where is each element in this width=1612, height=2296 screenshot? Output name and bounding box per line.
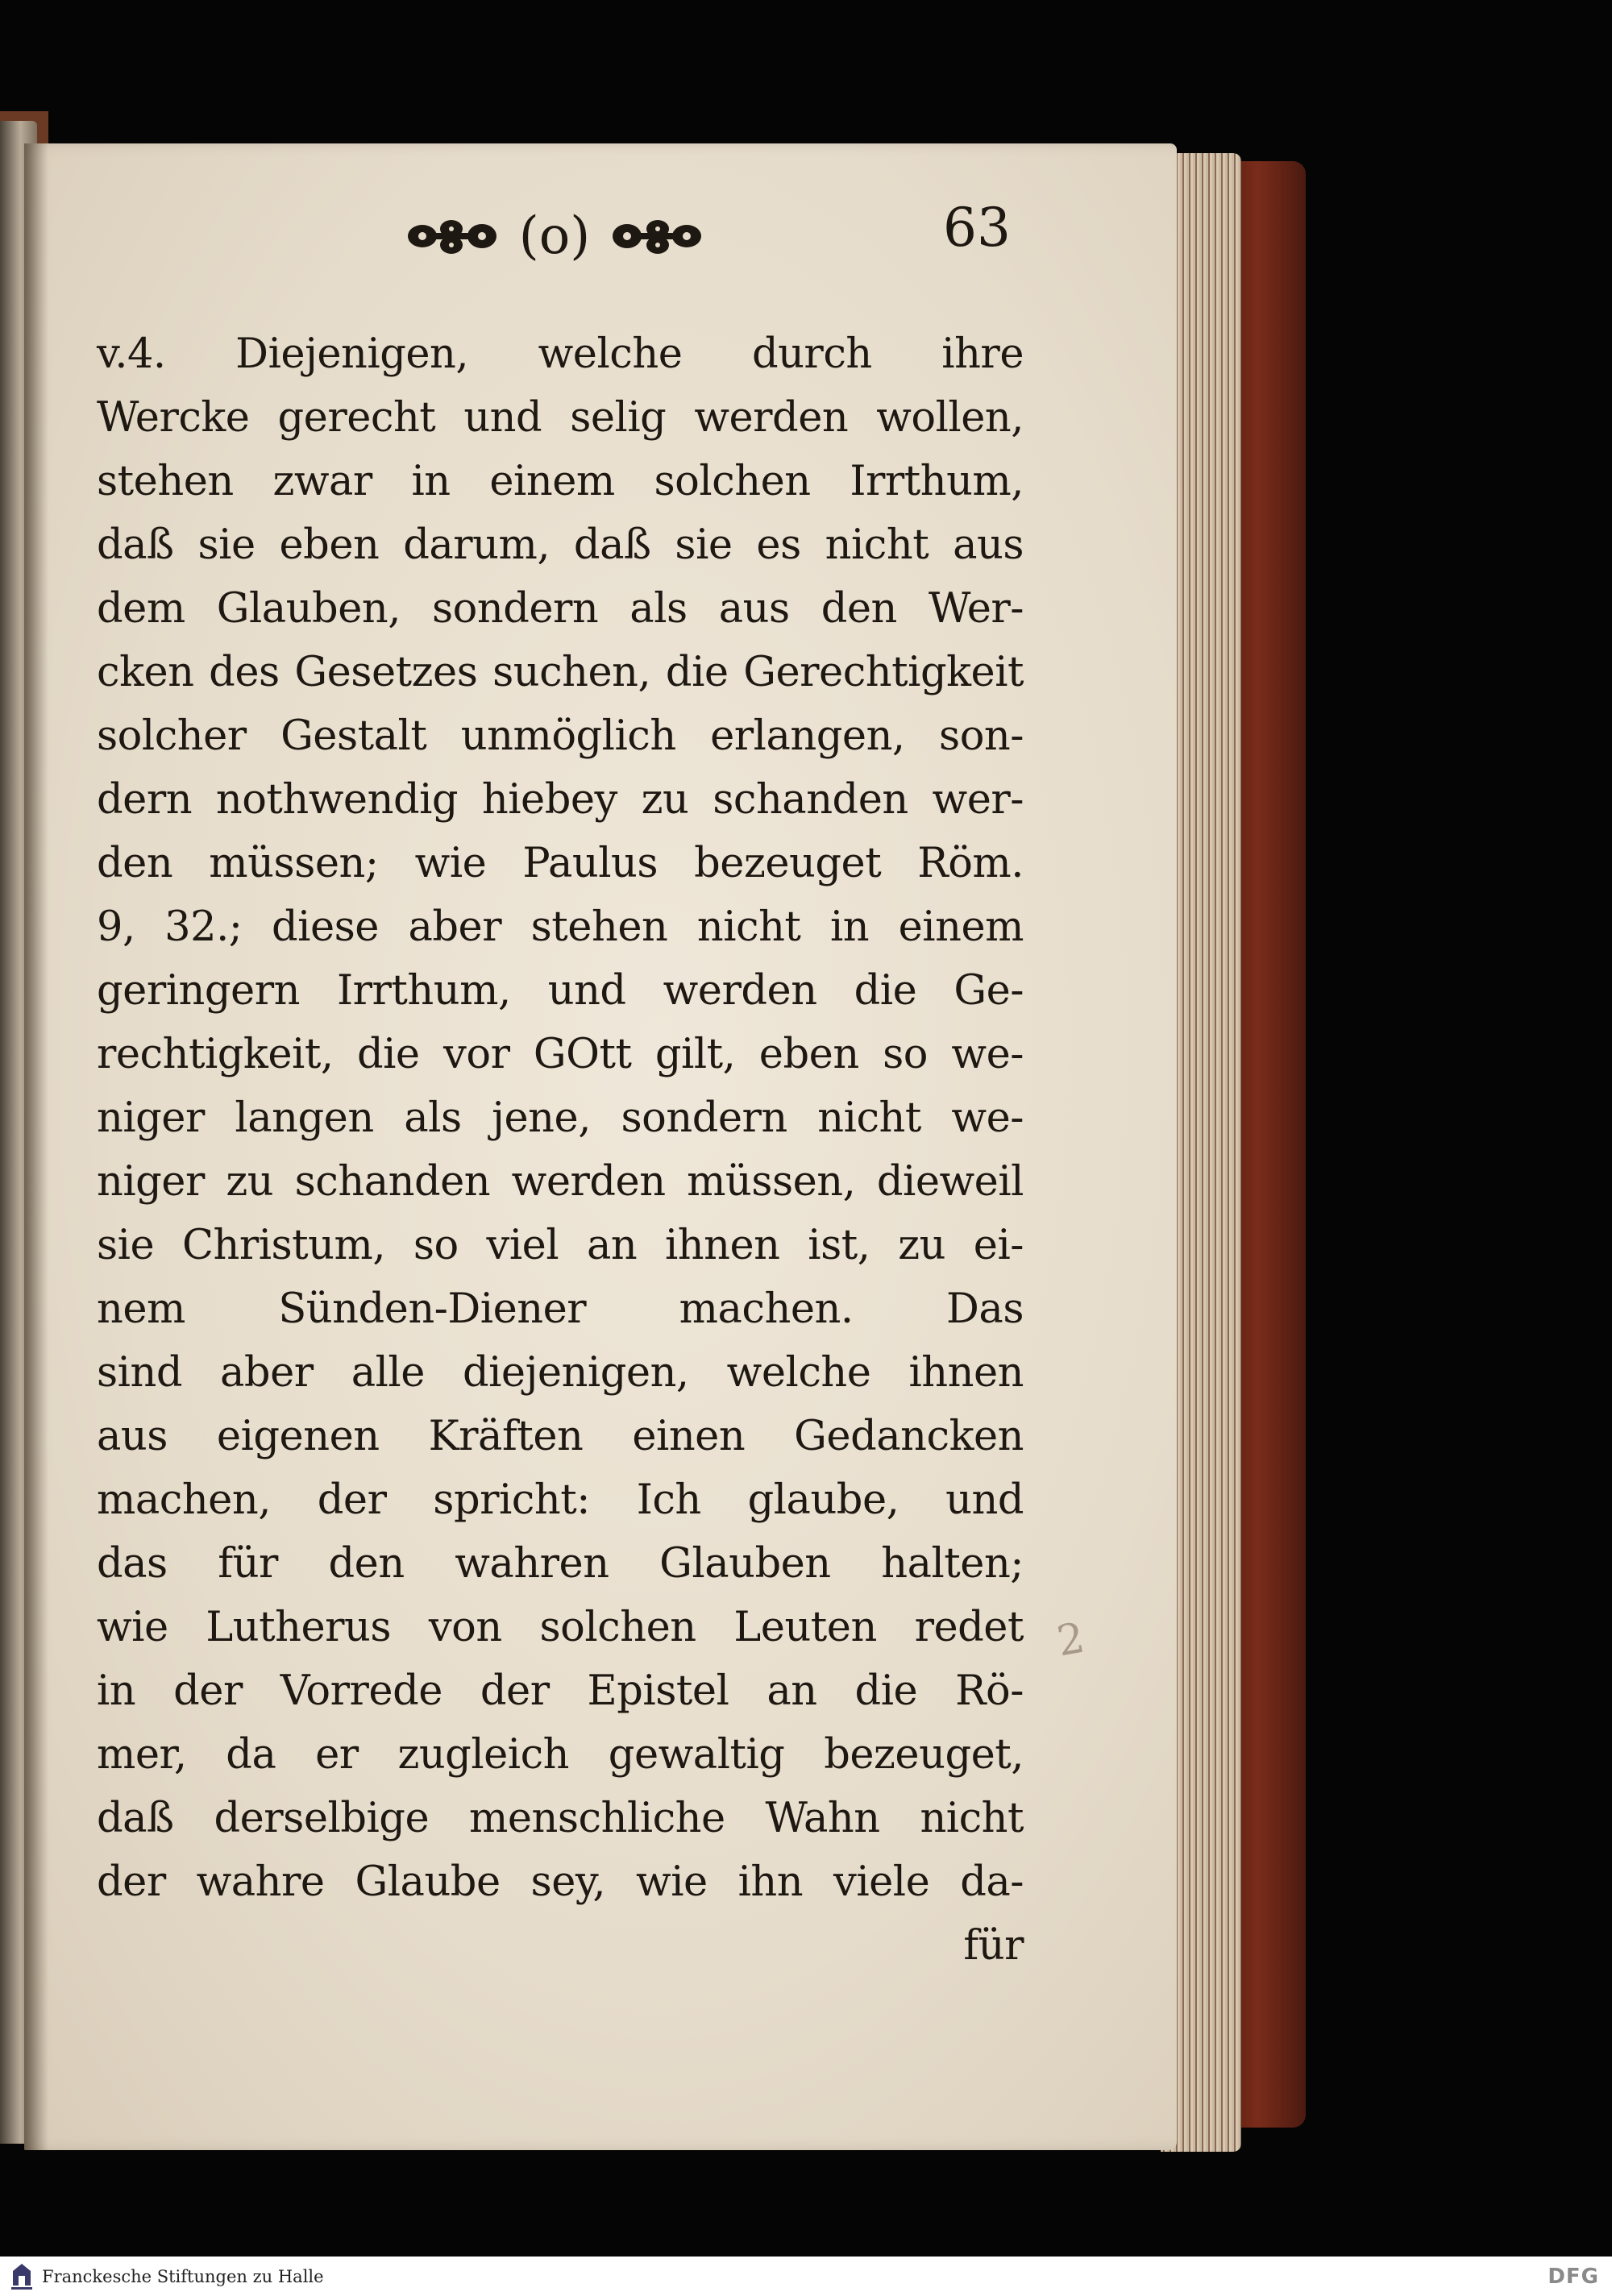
text-line: aus eigenen Kräften einen Gedancken xyxy=(97,1413,1024,1460)
text-line: v.4. Diejenigen, welche durch ihre xyxy=(97,330,1024,378)
text-line: Wercke gerecht und selig werden wollen, xyxy=(97,394,1024,442)
text-line: das für den wahren Glauben halten; xyxy=(97,1540,1024,1588)
fleuron-ornament-icon xyxy=(608,214,704,258)
text-line: sie Christum, so viel an ihnen ist, zu ei- xyxy=(97,1222,1024,1269)
text-line: stehen zwar in einem solchen Irrthum, xyxy=(97,458,1024,505)
catchword: für xyxy=(963,1922,1024,1970)
text-line: dern nothwendig hiebey zu schanden wer- xyxy=(97,776,1024,824)
page-gutter-shadow xyxy=(24,143,48,2150)
text-line: geringern Irrthum, und werden die Ge- xyxy=(97,967,1024,1015)
margin-note: 2 xyxy=(1053,1613,1089,1667)
text-line: dem Glauben, sondern als aus den Wer- xyxy=(97,585,1024,633)
text-line: solcher Gestalt unmöglich erlangen, son- xyxy=(97,712,1024,760)
text-line: niger zu schanden werden müssen, dieweil xyxy=(97,1158,1024,1206)
text-line: den müssen; wie Paulus bezeuget Röm. xyxy=(97,840,1024,887)
text-line: sind aber alle diejenigen, welche ihnen xyxy=(97,1349,1024,1397)
running-header xyxy=(385,200,724,272)
text-line: der wahre Glaube sey, wie ihn viele da- xyxy=(97,1858,1024,1906)
header-mark: (o) xyxy=(518,206,591,266)
body-text xyxy=(97,322,1024,1978)
text-line: cken des Gesetzes suchen, die Gerechtigkeit xyxy=(97,649,1024,696)
text-line: niger langen als jene, sondern nicht we- xyxy=(97,1094,1024,1142)
institution-name: Franckesche Stiftungen zu Halle xyxy=(42,2266,324,2286)
dfg-logo: DFG xyxy=(1548,2264,1599,2289)
page-number: 63 xyxy=(943,197,1011,259)
text-line: nem Sünden-Diener machen. Das xyxy=(97,1285,1024,1333)
text-line: daß sie eben darum, daß sie es nicht aus xyxy=(97,521,1024,569)
text-line: in der Vorrede der Epistel an die Rö- xyxy=(97,1667,1024,1715)
text-line: 9, 32.; diese aber stehen nicht in einem xyxy=(97,903,1024,951)
text-line: mer, da er zugleich gewaltig bezeuget, xyxy=(97,1731,1024,1779)
fleuron-ornament-icon xyxy=(405,214,501,258)
footer-bar xyxy=(0,2257,1612,2296)
text-line: machen, der spricht: Ich glaube, und xyxy=(97,1476,1024,1524)
text-line: wie Lutherus von solchen Leuten redet xyxy=(97,1604,1024,1651)
text-line: daß derselbige menschliche Wahn nicht xyxy=(97,1795,1024,1842)
text-line: rechtigkeit, die vor GOtt gilt, eben so we- xyxy=(97,1031,1024,1078)
footer-institution xyxy=(0,2261,324,2292)
franckesche-stiftungen-logo-icon xyxy=(8,2261,35,2292)
